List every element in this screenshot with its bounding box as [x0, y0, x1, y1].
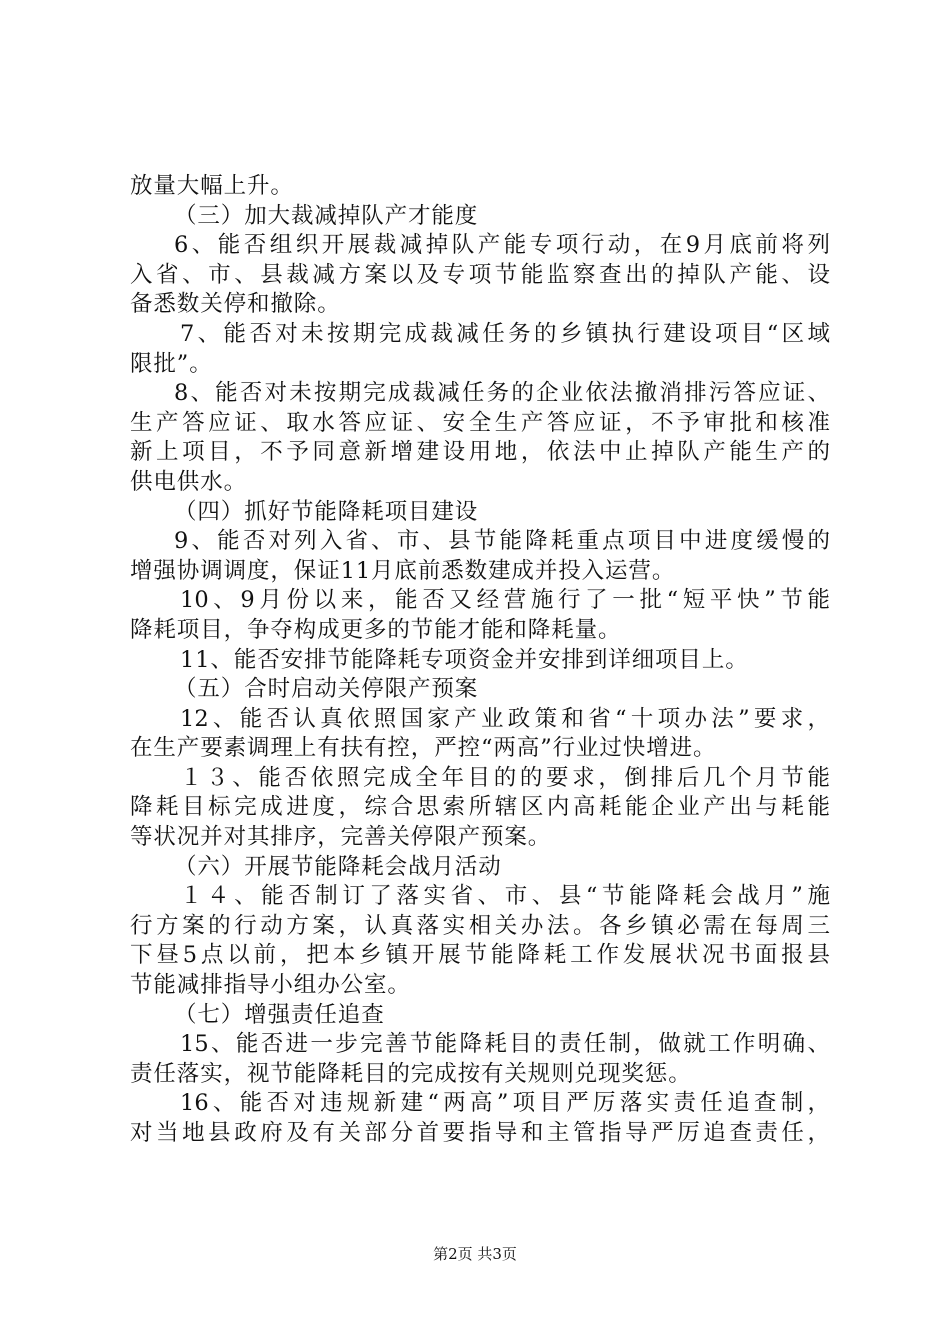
- text-line: 降耗项目，争夺构成更多的节能才能和降耗量。: [130, 616, 622, 643]
- text-line: （四）抓好节能降耗项目建设: [174, 498, 479, 525]
- text-line: 入省、市、县裁减方案以及专项节能监察查出的掉队产能、设: [130, 261, 830, 288]
- text-line: １４、能否制订了落实省、市、县“节能降耗会战月”施: [180, 883, 830, 910]
- text-line: 放量大幅上升。: [130, 173, 294, 199]
- text-line: 6、能否组织开展裁减掉队产能专项行动，在9月底前将列: [174, 232, 830, 259]
- text-line: 生产答应证、取水答应证、安全生产答应证，不予审批和核准: [130, 409, 830, 436]
- text-line: 限批”。: [130, 350, 213, 377]
- text-line: 7、能否对未按期完成裁减任务的乡镇执行建设项目“区域: [180, 320, 830, 347]
- text-line: 供电供水。: [130, 468, 248, 495]
- text-line: 在生产要素调理上有扶有控，严控“两高”行业过快增进。: [130, 735, 717, 762]
- text-line: 12、能否认真依照国家产业政策和省“十项办法”要求，: [180, 705, 830, 732]
- document-body: [130, 172, 830, 1149]
- text-line: 对当地县政府及有关部分首要指导和主管指导严厉追查责任，: [130, 1120, 830, 1146]
- text-line: 新上项目，不予同意新增建设用地，依法中止掉队产能生产的: [130, 439, 830, 466]
- text-line: （三）加大裁减掉队产才能度: [174, 202, 479, 229]
- page-footer: [0, 1244, 950, 1264]
- text-line: 行方案的行动方案，认真落实相关办法。各乡镇必需在每周三: [130, 912, 830, 939]
- text-line: 8、能否对未按期完成裁减任务的企业依法撤消排污答应证、: [174, 380, 830, 407]
- text-line: 节能减排指导小组办公室。: [130, 972, 411, 999]
- text-line: （六）开展节能降耗会战月活动: [174, 853, 502, 880]
- text-line: 15、能否进一步完善节能降耗目的责任制，做就工作明确、: [180, 1031, 830, 1058]
- text-line: 等状况并对其排序，完善关停限产预案。: [130, 824, 552, 851]
- text-line: 11、能否安排节能降耗专项资金并安排到详细项目上。: [180, 646, 749, 673]
- text-line: 16、能否对违规新建“两高”项目严厉落实责任追查制，: [180, 1090, 830, 1117]
- text-line: 备悉数关停和撤除。: [130, 291, 341, 318]
- text-line: （五）合时启动关停限产预案: [174, 676, 479, 703]
- text-line: （七）增强责任追查: [174, 1001, 385, 1028]
- text-line: 10、9月份以来，能否又经营施行了一批“短平快”节能: [180, 587, 830, 614]
- text-line: 责任落实，视节能降耗目的完成按有关规则兑现奖惩。: [130, 1060, 692, 1087]
- text-line: １３、能否依照完成全年目的的要求，倒排后几个月节能: [180, 764, 830, 791]
- text-line: 增强协调调度，保证11月底前悉数建成并投入运营。: [130, 557, 676, 584]
- page-number-label: 第2页 共3页: [433, 1245, 517, 1263]
- text-line: 降耗目标完成进度，综合思索所辖区内高耗能企业产出与耗能: [130, 794, 830, 821]
- text-line: 9、能否对列入省、市、县节能降耗重点项目中进度缓慢的: [174, 528, 830, 555]
- text-line: 下昼5点以前，把本乡镇开展节能降耗工作发展状况书面报县: [130, 942, 830, 969]
